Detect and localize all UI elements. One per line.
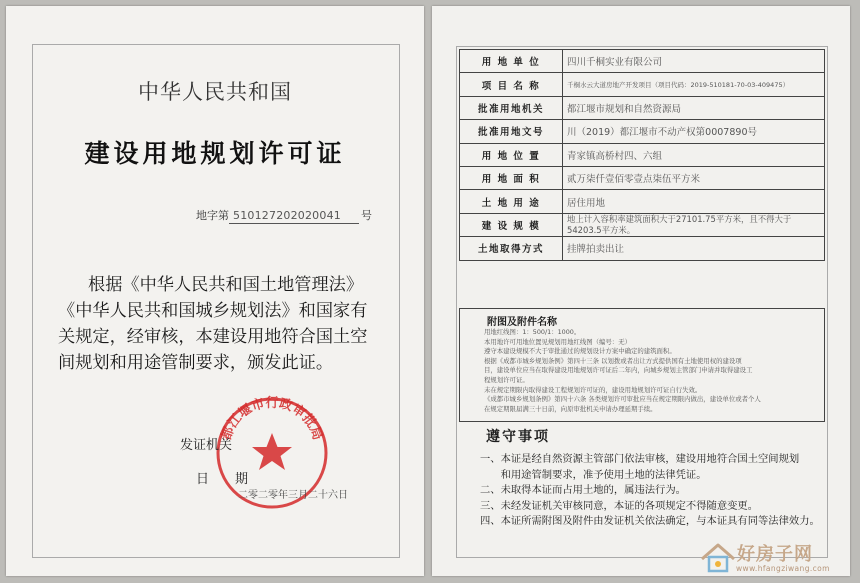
rule-line: 和用途管制要求，准予使用土地的法律凭证。 [480, 468, 707, 481]
attachment-line: 程规划许可证。 [484, 375, 529, 384]
table-row [460, 120, 825, 143]
table-row [460, 73, 825, 96]
field-value: 地上计入容积率建筑面积大于27101.75平方米，且不得大于54203.5平方米。 [563, 213, 825, 236]
table-row [460, 166, 825, 189]
issue-date: 二零二零年三月二十六日 [238, 490, 348, 501]
field-label: 用 地 面 积 [460, 166, 563, 189]
attachment-line: 未在规定期限内取得建设工程规划许可证的，建设用地规划许可证自行失效。 [484, 385, 702, 394]
field-label: 土地取得方式 [460, 237, 563, 260]
field-value: 川（2019）都江堰市不动产权第0007890号 [563, 120, 825, 143]
certificate-detail-page [432, 6, 850, 576]
rules-title: 遵守事项 [486, 429, 550, 445]
certificate-front-page [6, 6, 424, 576]
field-value: 都江堰市规划和自然资源局 [563, 96, 825, 119]
attachment-line: 遵守本建设规模不大于审批通过的规划设计方案中确定的建筑面积。 [484, 347, 676, 356]
date-label: 日 期 [196, 472, 249, 487]
attachments-title: 附图及附件名称 [487, 317, 557, 328]
rule-line: 一、本证是经自然资源主管部门依法审核，建设用地符合国土空间规划 [480, 453, 800, 465]
attachment-line: 在规定期限届满三十日前，向原审批机关申请办理延期手续。 [484, 404, 657, 413]
attachment-line: 目，建设单位应当在取得建设用地规划许可证后二年内，向城乡规划主管部门申请并取得建设工 [484, 366, 753, 375]
issuing-country: 中华人民共和国 [138, 80, 292, 104]
field-label: 批准用地机关 [460, 96, 563, 119]
table-row [460, 50, 825, 73]
attachments-list [484, 328, 818, 414]
field-value: 千桐水云大道房地产开发项目（项目代码：2019-510181-70-03-409475） [563, 73, 825, 96]
doc-number-suffix: 号 [361, 209, 372, 222]
table-row [460, 96, 825, 119]
table-row [460, 143, 825, 166]
rules-list [480, 452, 820, 530]
field-label: 土 地 用 途 [460, 190, 563, 213]
field-value: 居住用地 [563, 190, 825, 213]
field-value: 青家镇高桥村四、六组 [563, 143, 825, 166]
field-label: 用 地 单 位 [460, 50, 563, 73]
watermark-url: www.hfangziwang.com [736, 564, 830, 573]
doc-number-line [196, 207, 372, 224]
rule-line: 三、未经发证机关审核同意，本证的各项规定不得随意变更。 [480, 499, 759, 512]
seal-text: 都江堰市行政审批局 [219, 395, 325, 443]
field-label: 项 目 名 称 [460, 73, 563, 96]
attachment-line: 《成都市城乡规划条例》第四十六条 各类规划许可审批应当在规定期限内做出，建设单位或者个人 [484, 395, 761, 404]
table-row [460, 190, 825, 213]
rule-line: 二、未取得本证而占用土地的，属违法行为。 [480, 484, 686, 497]
doc-number-prefix: 地字第 [196, 209, 229, 222]
field-value: 挂牌拍卖出让 [563, 237, 825, 260]
field-label: 批准用地文号 [460, 120, 563, 143]
watermark-brand: 好房子网 [737, 544, 813, 565]
certificate-title: 建设用地规划许可证 [84, 139, 346, 168]
field-value: 贰万柒仟壹佰零壹点柒伍平方米 [563, 166, 825, 189]
field-label: 建 设 规 模 [460, 213, 563, 236]
attachment-line: 根据《成都市城乡规划条例》第四十三条 以划拨或者出让方式提供国有土地使用权的建设项 [484, 356, 742, 365]
doc-number: 510127202020041 [229, 209, 359, 224]
rule-line: 四、本证所需附图及附件由发证机关依法确定，与本证具有同等法律效力。 [480, 515, 820, 528]
table-row [460, 213, 825, 236]
attachment-line: 用地红线图：1：500/1：1000。 [484, 328, 581, 336]
field-value: 四川千桐实业有限公司 [563, 50, 825, 73]
table-row [460, 237, 825, 260]
issuer-label: 发证机关 [180, 438, 233, 453]
field-label: 用 地 位 置 [460, 143, 563, 166]
certificate-body: 根据《中华人民共和国土地管理法》《中华人民共和国城乡规划法》和国家有关规定，经审核，本建设用地符合国土空间规划和用途管制要求，颁发此证。 [58, 275, 368, 373]
attachment-line: 本用地许可用地位置见规划用地红线图（编号：无） [484, 337, 631, 346]
land-info-table [459, 49, 825, 261]
